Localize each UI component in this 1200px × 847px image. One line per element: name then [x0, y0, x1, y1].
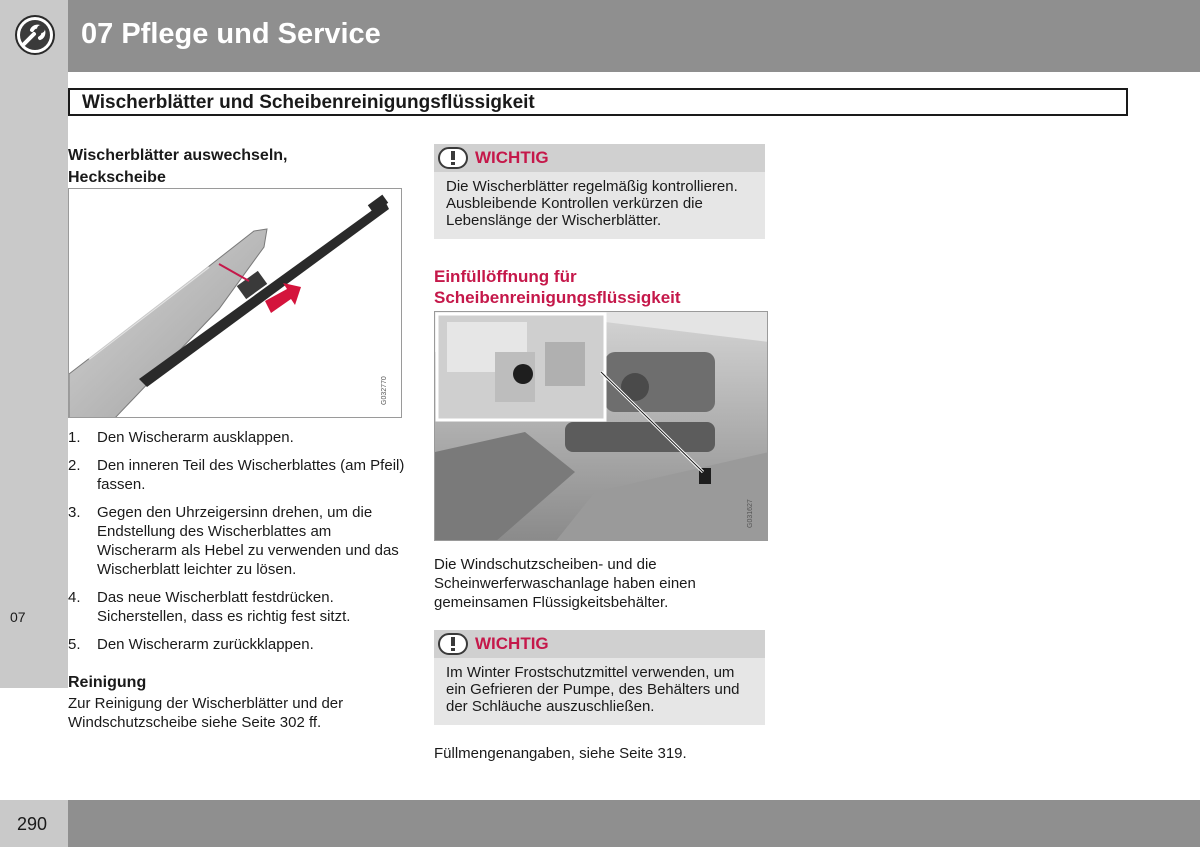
chapter-sidebar	[0, 72, 68, 688]
step-text: Gegen den Uhrzeigersinn drehen, um die Endstellung des Wischerblattes am Wischerarm als Hebel zu verwenden und das Wischerblatt leichter zu lösen.	[97, 504, 399, 578]
engine-bay-figure	[434, 311, 768, 541]
section-title-box	[68, 88, 1128, 116]
warning-text: Die Wischerblätter regelmäßig kontrollieren. Ausbleibende Kontrollen verkürzen die Lebenslänge der Wischerblätter.	[446, 178, 738, 229]
step-number: 5.	[68, 636, 81, 653]
rear-wiper-illustration	[69, 189, 402, 418]
reservoir-description: Die Windschutzscheiben- und die Scheinwerferwaschanlage haben einen gemeinsamen Flüssigkeitsbehälter.	[434, 556, 696, 611]
list-item	[68, 456, 408, 494]
figure-code: G031627	[747, 499, 754, 528]
engine-bay-photo	[435, 312, 768, 541]
list-item	[68, 588, 408, 626]
cleaning-heading: Reinigung	[68, 674, 147, 691]
step-number: 3.	[68, 504, 81, 521]
chapter-number: 07	[10, 609, 26, 625]
instruction-steps	[68, 428, 408, 663]
wiper-heading-line2: Heckscheibe	[68, 169, 166, 186]
rear-wiper-figure	[68, 188, 402, 418]
wiper-change-heading	[68, 145, 288, 189]
list-item	[68, 635, 408, 654]
page-number: 290	[17, 814, 48, 834]
exclamation-icon	[438, 147, 468, 169]
list-item	[68, 428, 408, 447]
step-text: Das neue Wischerblatt festdrücken. Sicherstellen, dass es richtig fest sitzt.	[97, 589, 351, 625]
footer-bar	[68, 800, 1200, 847]
section-title: Wischerblätter und Scheibenreinigungsflüssigkeit	[82, 92, 535, 113]
filler-heading-line1: Einfüllöffnung für	[434, 267, 577, 286]
step-number: 4.	[68, 589, 81, 606]
warning-label: WICHTIG	[475, 148, 549, 167]
warning-header	[434, 630, 765, 658]
step-text: Den Wischerarm zurückklappen.	[97, 636, 314, 653]
wiper-heading-line1: Wischerblätter auswechseln,	[68, 147, 288, 164]
wrench-gear-icon	[14, 14, 56, 56]
warning-box-wiper	[434, 144, 765, 239]
exclamation-icon	[438, 633, 468, 655]
cleaning-text: Zur Reinigung der Wischerblätter und der Windschutzscheibe siehe Seite 302 ff.	[68, 695, 344, 731]
warning-text: Im Winter Frostschutzmittel verwenden, um ein Gefrieren der Pumpe, des Behälters und der Schläuche auszuschließen.	[446, 664, 740, 715]
warning-label: WICHTIG	[475, 634, 549, 653]
warning-header	[434, 144, 765, 172]
warning-box-antifreeze	[434, 630, 765, 725]
figure-code: G032770	[381, 376, 388, 405]
fill-quantity-reference: Füllmengenangaben, siehe Seite 319.	[434, 745, 687, 762]
filler-heading-line2: Scheibenreinigungsflüssigkeit	[434, 288, 681, 307]
step-number: 2.	[68, 457, 81, 474]
filler-opening-heading	[434, 266, 681, 308]
list-item	[68, 503, 408, 579]
step-number: 1.	[68, 429, 81, 446]
step-text: Den Wischerarm ausklappen.	[97, 429, 294, 446]
chapter-title: 07 Pflege und Service	[81, 18, 381, 50]
step-text: Den inneren Teil des Wischerblattes (am Pfeil) fassen.	[97, 457, 405, 493]
